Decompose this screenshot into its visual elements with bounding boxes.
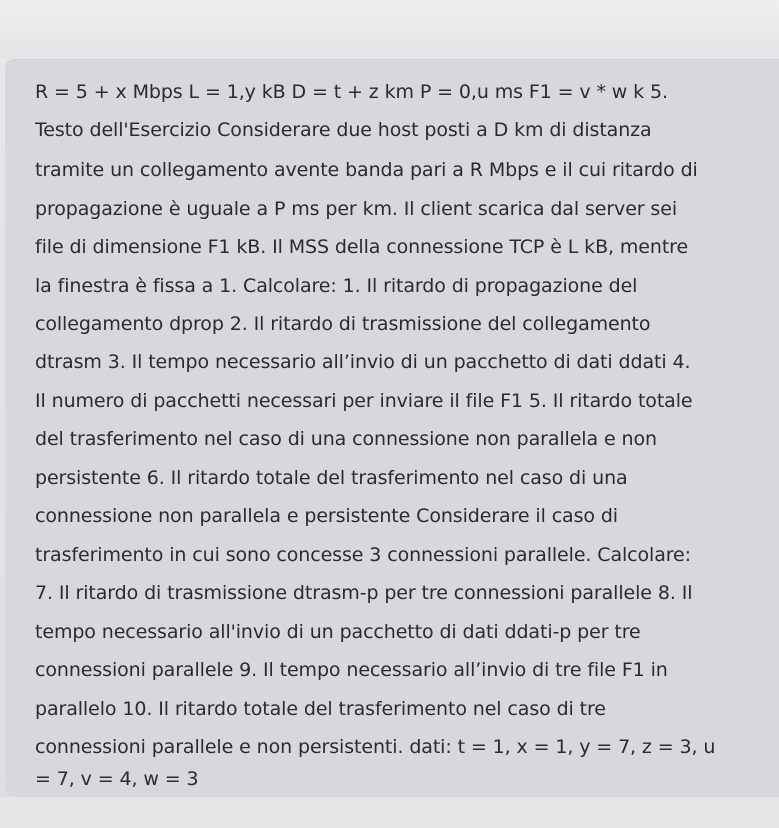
text-line-8: dtrasm 3. Il tempo necessario all’invio di un pacchetto di dati ddati 4. — [35, 351, 691, 373]
text-line-15: tempo necessario all'invio di un pacchetto di dati ddati-p per tre — [35, 621, 641, 643]
text-line-14: 7. Il ritardo di trasmissione dtrasm-p per tre connessioni parallele 8. Il — [35, 582, 693, 604]
data-values-line: connessioni parallele e non persistenti. dati: t = 1, x = 1, y = 7, z = 3, u — [35, 736, 716, 758]
text-line-16: connessioni parallele 9. Il tempo necessario all’invio di tre file F1 in — [35, 659, 668, 681]
exercise-text-card — [5, 59, 779, 797]
text-line-17: parallelo 10. Il ritardo totale del trasferimento nel caso di tre — [35, 698, 606, 720]
background-top — [0, 0, 779, 58]
background-bottom — [0, 797, 779, 828]
data-values-line-2: = 7, v = 4, w = 3 — [35, 768, 199, 790]
text-line-9: Il numero di pacchetti necessari per inviare il file F1 5. Il ritardo totale — [35, 390, 693, 412]
text-line-3: tramite un collegamento avente banda pari a R Mbps e il cui ritardo di — [35, 159, 698, 181]
text-line-10: del trasferimento nel caso di una connessione non parallela e non — [35, 428, 657, 450]
text-line-13: trasferimento in cui sono concesse 3 connessioni parallele. Calcolare: — [35, 544, 691, 566]
text-line-12: connessione non parallela e persistente Considerare il caso di — [35, 505, 618, 527]
text-line-7: collegamento dprop 2. Il ritardo di trasmissione del collegamento — [35, 313, 651, 335]
text-line-4: propagazione è uguale a P ms per km. Il client scarica dal server sei — [35, 198, 678, 220]
text-line-2: Testo dell'Esercizio Considerare due host posti a D km di distanza — [35, 119, 652, 141]
formula-line: R = 5 + x Mbps L = 1,y kB D = t + z km P = 0,u ms F1 = v * w k 5. — [35, 81, 668, 103]
text-line-5: file di dimensione F1 kB. Il MSS della connessione TCP è L kB, mentre — [35, 236, 689, 258]
text-line-11: persistente 6. Il ritardo totale del trasferimento nel caso di una — [35, 467, 628, 489]
text-line-6: la finestra è fissa a 1. Calcolare: 1. Il ritardo di propagazione del — [35, 275, 638, 297]
